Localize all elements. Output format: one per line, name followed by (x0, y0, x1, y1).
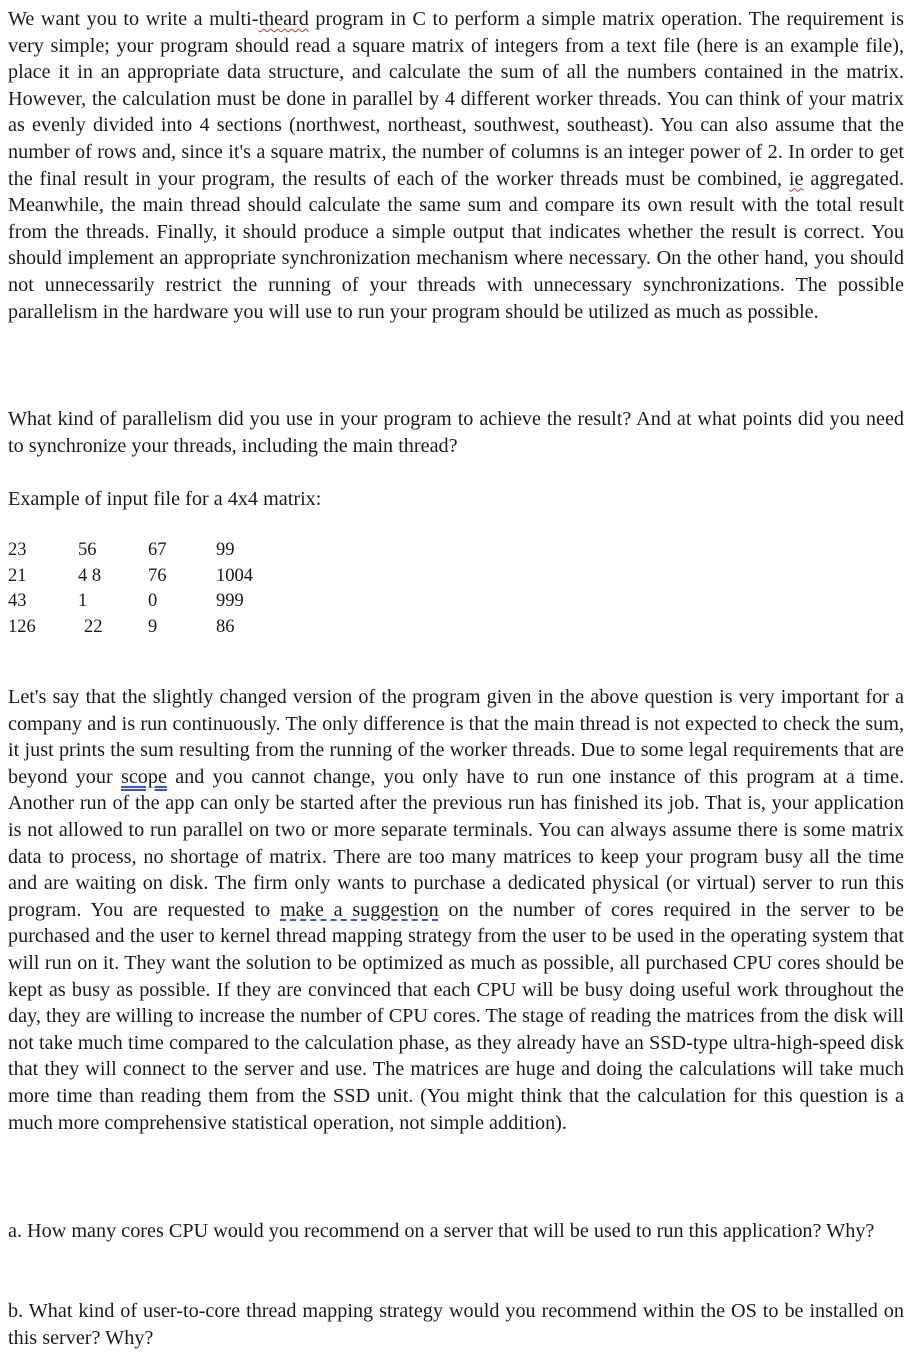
matrix-cell: 0 (148, 591, 158, 611)
matrix-cell: 99 (216, 540, 235, 560)
matrix-cell: 999 (216, 591, 244, 611)
matrix-cell: 43 (8, 591, 27, 611)
question-3a-paragraph: a. How many cores CPU would you recommend on a server that will be used to run this application? Why? (8, 1220, 875, 1242)
question-3b-paragraph: b. What kind of user-to-core thread mapping strategy would you recommend within the OS to be installed on this server? Why? (8, 1300, 904, 1349)
question-3-text-b: and you cannot change, you only have to run one instance of this program at a time. Another run of the app can only be started after the previous run has finished its job. That is, your application is not allowed to run parallel on two or more separate terminals. You can always assume there is some matrix data to process, no shortage of matrix. There are too many matrices to keep your program busy all the time and are waiting on disk. The firm only wants to purchase a dedicated physical (or virtual) server to run this program. You are requested to (8, 765, 904, 921)
question-1-text-a: We want you to write a multi- (8, 8, 259, 30)
scope-word: scope (120, 765, 167, 788)
matrix-cell: 4 8 (78, 565, 102, 586)
matrix-cell: 9 (148, 616, 158, 637)
question-3-paragraph (8, 684, 904, 1136)
matrix-cell: 67 (148, 540, 167, 560)
question-3-text-a: Let's say that the slightly changed version of the program given in the above question is very important for a company and is run continuously. The only difference is that the main thread is not expected to check the sum, it just prints the sum resulting from the running of the worker threads. Due to some legal requirements that are beyond your (8, 686, 904, 788)
matrix-cell: 21 (8, 565, 27, 586)
typo-word-ie: ie (788, 167, 804, 190)
question-1-paragraph (8, 6, 904, 325)
matrix-cell: 22 (84, 616, 103, 637)
matrix-cell: 126 (8, 616, 36, 637)
matrix-cell: 56 (78, 540, 97, 560)
matrix-cell: 1004 (216, 565, 253, 586)
matrix-cell: 1 (78, 591, 88, 611)
matrix-cell: 23 (8, 540, 27, 560)
question-1-text-b: program in C to perform a simple matrix operation. The requirement is very simple; your program should read a square matrix of integers from a text file (here is an example file), place it in an appropriate data structure, and calculate the sum of all the numbers contained in the matrix. However, the calculation must be done in parallel by 4 different worker threads. You can think of your matrix as evenly divided into 4 sections (northwest, northeast, southwest, southeast). You can also assume that the number of rows and, since it's a square matrix, the number of columns is an integer power of 2. In order to get the final result in your program, the results of each of the worker threads must be combined, (8, 8, 905, 190)
question-2-paragraph: What kind of parallelism did you use in your program to achieve the result? And at what points did you need to synchronize your threads, including the main thread? (8, 408, 904, 457)
matrix-cell: 76 (148, 565, 167, 586)
matrix-cell: 86 (216, 616, 235, 637)
question-3-text-c: on the number of cores required in the server to be purchased and the user to kernel thread mapping strategy from the user to be used in the operating system that will run on it. They want the solution to be optimized as much as possible, all purchased CPU cores should be kept as busy as possible. If they are convinced that each CPU will be busy doing useful work throughout the day, they are willing to increase the number of CPU cores. The stage of reading the matrices from the disk will not take much time compared to the calculation phase, as they already have an SSD-type ultra-high-speed disk that they will connect to the server and use. The matrices are huge and doing the calculations will take much more time than reading them from the SSD unit. (You might think that the calculation for this question is a much more comprehensive statistical operation, not simple addition). (8, 898, 904, 1134)
example-label: Example of input file for a 4x4 matrix: (8, 488, 322, 510)
typo-word-theard: theard (258, 8, 309, 30)
suggestion-phrase: make a suggestion (280, 898, 439, 921)
question-1-text-c: aggregated. Meanwhile, the main thread should calculate the same sum and compare its own result with the total result from the threads. Finally, it should produce a simple output that indicates whether the result is correct. You should implement an appropriate synchronization mechanism where necessary. On the other hand, you should not unnecessarily restrict the running of your threads with unnecessary synchronizations. The possible parallelism in the hardware you will use to run your program should be utilized as much as possible. (8, 167, 904, 323)
